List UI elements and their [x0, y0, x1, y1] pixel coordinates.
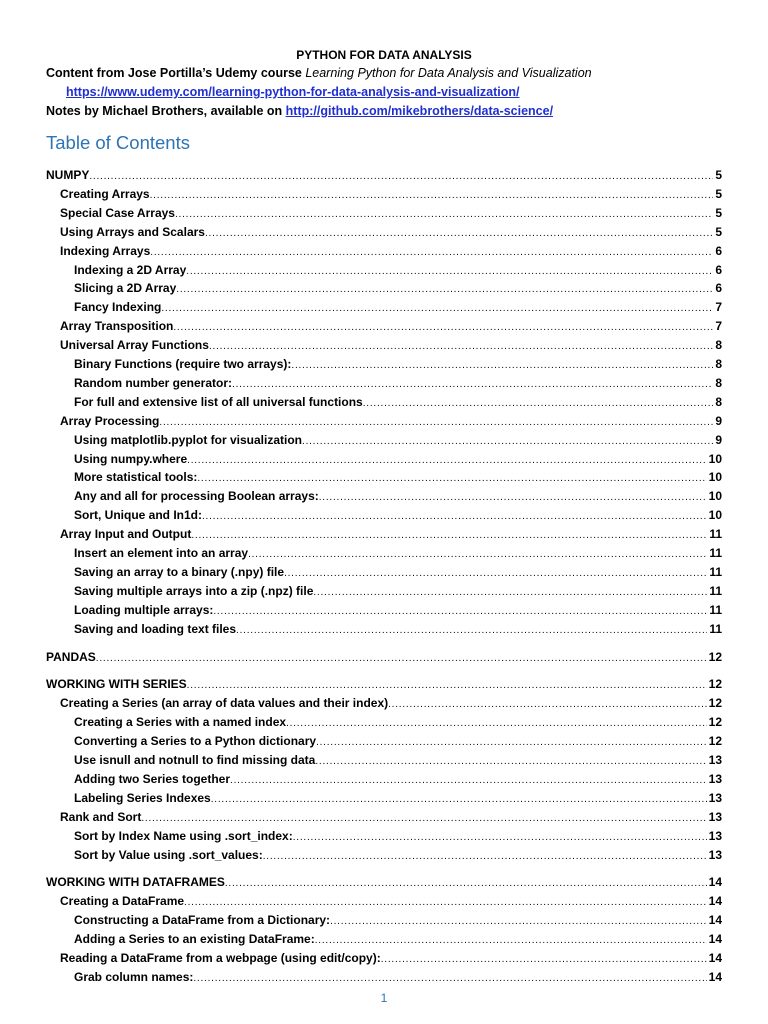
toc-entry[interactable] [74, 846, 722, 865]
toc-dot-leader [96, 648, 707, 667]
toc-entry-page-number: 11 [709, 583, 722, 598]
toc-dot-leader [211, 789, 707, 808]
toc-entry-label: Adding a Series to an existing DataFrame: [74, 932, 315, 947]
toc-entry-label: NUMPY [46, 168, 90, 182]
toc-entry-label: Creating a DataFrame [60, 894, 185, 909]
toc-entry-page-number: 5 [715, 186, 722, 201]
toc-entry-label: For full and extensive list of all universal functions [74, 394, 363, 409]
toc-entry-label: Converting a Series to a Python dictionary [74, 734, 317, 749]
toc-entry-page-number: 6 [715, 281, 722, 296]
toc-entry[interactable] [46, 873, 722, 892]
toc-entry-page-number: 14 [708, 969, 722, 984]
toc-entry-page-number: 5 [715, 224, 722, 239]
toc-entry-label: Binary Functions (require two arrays): [74, 357, 292, 371]
toc-entry-label: Creating a Series (an array of data values and their index) [60, 696, 389, 711]
toc-dot-leader [173, 317, 713, 336]
toc-entry[interactable] [60, 242, 722, 261]
toc-dot-leader [363, 393, 714, 412]
toc-entry[interactable] [60, 204, 722, 223]
toc-entry-page-number: 10 [708, 470, 722, 485]
toc-entry-page-number: 5 [715, 168, 722, 182]
toc-entry[interactable] [60, 892, 722, 911]
toc-entry-label: WORKING WITH SERIES [46, 677, 187, 692]
toc-entry-page-number: 13 [708, 809, 722, 824]
toc-entry-label: Array Transposition [60, 319, 174, 334]
toc-dot-leader [225, 873, 707, 892]
toc-dot-leader [293, 827, 707, 846]
toc-entry[interactable] [60, 694, 722, 713]
toc-dot-leader [248, 544, 707, 563]
toc-entry-page-number: 7 [715, 319, 722, 334]
toc-entry-page-number: 11 [709, 546, 722, 560]
toc-entry-label: Creating Arrays [60, 186, 150, 201]
toc-entry[interactable] [74, 506, 722, 525]
toc-entry-label: Indexing Arrays [60, 243, 151, 258]
toc-dot-leader [209, 336, 713, 355]
content-credit-line [0, 64, 768, 83]
toc-entry-label: Constructing a DataFrame from a Dictionary: [74, 913, 331, 928]
toc-entry[interactable] [46, 648, 722, 667]
toc-dot-leader [141, 808, 706, 827]
toc-dot-leader [315, 930, 707, 949]
toc-entry-page-number: 12 [708, 734, 722, 749]
toc-entry-page-number: 8 [715, 394, 722, 409]
toc-dot-leader [184, 892, 707, 911]
toc-dot-leader [319, 487, 707, 506]
toc-entry-page-number: 12 [708, 696, 722, 711]
toc-entry[interactable] [60, 412, 722, 431]
course-name: Learning Python for Data Analysis and Visualization [305, 66, 592, 80]
toc-dot-leader [187, 675, 707, 694]
document-header [0, 46, 768, 121]
toc-dot-leader [175, 204, 713, 223]
toc-entry[interactable] [74, 911, 722, 930]
toc-entry-page-number: 9 [715, 413, 722, 428]
toc-entry-page-number: 11 [709, 621, 722, 636]
toc-entry-page-number: 13 [708, 753, 722, 767]
toc-dot-leader [388, 694, 707, 713]
toc-entry[interactable] [74, 968, 722, 987]
toc-entry-label: Special Case Arrays [60, 205, 175, 220]
toc-entry-label: Indexing a 2D Array [74, 262, 187, 277]
toc-entry-label: Slicing a 2D Array [74, 281, 177, 296]
toc-dot-leader [186, 261, 713, 280]
toc-entry[interactable] [74, 563, 722, 582]
toc-entry[interactable] [74, 450, 722, 469]
toc-entry[interactable] [74, 468, 722, 487]
toc-entry-label: Fancy Indexing [74, 300, 162, 315]
toc-entry-page-number: 7 [715, 300, 722, 315]
toc-entry-label: Universal Array Functions [60, 338, 209, 353]
toc-entry-label: Saving an array to a binary (.npy) file [74, 564, 285, 579]
toc-dot-leader [286, 713, 707, 732]
toc-entry-page-number: 6 [715, 262, 722, 277]
toc-entry[interactable] [60, 317, 722, 336]
toc-entry[interactable] [74, 487, 722, 506]
toc-heading: Table of Contents [46, 132, 190, 153]
toc-entry-page-number: 12 [708, 715, 722, 730]
toc-entry-page-number: 8 [715, 357, 722, 371]
toc-entry[interactable] [46, 675, 722, 694]
content-credit-prefix: Content from Jose Portilla’s Udemy course [46, 66, 306, 80]
toc-entry-page-number: 12 [708, 649, 722, 664]
toc-entry-label: Use isnull and notnull to find missing data [74, 753, 316, 767]
toc-entry-label: Loading multiple arrays: [74, 602, 214, 617]
document-title: PYTHON FOR DATA ANALYSIS [296, 48, 472, 62]
course-url-link[interactable]: https://www.udemy.com/learning-python-for-data-analysis-and-visualization/ [66, 85, 520, 99]
toc-entry-page-number: 11 [709, 602, 722, 617]
toc-entry[interactable] [74, 751, 722, 770]
toc-entry-label: Labeling Series Indexes [74, 790, 211, 805]
toc-entry-label: Saving and loading text files [74, 621, 237, 636]
toc-entry[interactable] [74, 374, 722, 393]
toc-entry-label: Reading a DataFrame from a webpage (using edit/copy): [60, 951, 381, 965]
toc-entry-label: PANDAS [46, 649, 96, 664]
toc-entry[interactable] [74, 582, 722, 601]
toc-entry-page-number: 13 [708, 790, 722, 805]
toc-dot-leader [236, 620, 707, 639]
toc-dot-leader [150, 185, 714, 204]
toc-entry-label: Using Arrays and Scalars [60, 224, 205, 239]
toc-entry[interactable] [74, 601, 722, 620]
toc-entry-page-number: 8 [715, 375, 722, 390]
toc-entry-page-number: 13 [708, 771, 722, 786]
toc-entry[interactable] [74, 393, 722, 412]
toc-entry-label: Random number generator: [74, 375, 233, 390]
toc-entry-page-number: 10 [708, 451, 722, 466]
toc-entry-page-number: 5 [715, 205, 722, 220]
toc-dot-leader [150, 242, 713, 261]
toc-entry-page-number: 10 [708, 508, 722, 523]
toc-entry[interactable] [74, 279, 722, 298]
notes-url-link[interactable]: http://github.com/mikebrothers/data-science/ [285, 104, 554, 118]
toc-entry[interactable] [74, 930, 722, 949]
toc-entry-label: Sort by Index Name using .sort_index: [74, 828, 293, 843]
notes-credit-line [0, 102, 768, 121]
toc-dot-leader [291, 355, 713, 374]
toc-dot-leader [191, 525, 707, 544]
toc-entry[interactable] [74, 431, 722, 450]
toc-dot-leader [89, 166, 713, 185]
toc-dot-leader [176, 279, 713, 298]
toc-dot-leader [381, 949, 707, 968]
toc-entry-page-number: 14 [708, 913, 722, 928]
toc-entry-label: Using matplotlib.pyplot for visualization [74, 432, 303, 447]
toc-entry-page-number: 13 [708, 847, 722, 862]
toc-dot-leader [230, 770, 707, 789]
toc-entry-label: Any and all for processing Boolean arrays: [74, 489, 319, 504]
toc-entry[interactable] [74, 713, 722, 732]
toc-entry-label: Rank and Sort [60, 809, 142, 824]
toc-entry[interactable] [74, 355, 722, 374]
toc-entry-label: More statistical tools: [74, 470, 198, 485]
toc-entry-label: Sort by Value using .sort_values: [74, 847, 263, 862]
toc-entry-page-number: 14 [708, 875, 722, 890]
toc-entry-page-number: 8 [715, 338, 722, 353]
toc-dot-leader [316, 732, 707, 751]
toc-entry-page-number: 12 [708, 677, 722, 692]
toc-entry-label: Sort, Unique and In1d: [74, 508, 202, 523]
toc-entry[interactable] [74, 620, 722, 639]
toc-entry[interactable] [74, 544, 722, 563]
toc-entry-label: Adding two Series together [74, 771, 231, 786]
toc-dot-leader [193, 968, 706, 987]
toc-entry[interactable] [74, 827, 722, 846]
toc-entry-label: Array Input and Output [60, 527, 192, 542]
toc-entry-page-number: 11 [709, 564, 722, 579]
toc-entry-page-number: 11 [709, 527, 722, 542]
toc-dot-leader [313, 582, 707, 601]
toc-entry[interactable] [74, 298, 722, 317]
toc-entry[interactable] [60, 336, 722, 355]
toc-entry[interactable] [60, 949, 722, 968]
toc-entry-page-number: 6 [715, 243, 722, 258]
toc-dot-leader [302, 431, 713, 450]
toc-entry-label: Saving multiple arrays into a zip (.npz) file [74, 583, 314, 598]
footer-page-number: 1 [380, 991, 388, 1005]
toc-entry[interactable] [74, 789, 722, 808]
toc-dot-leader [205, 223, 713, 242]
toc-entry-label: WORKING WITH DATAFRAMES [46, 875, 225, 890]
toc-entry[interactable] [60, 525, 722, 544]
toc-entry-page-number: 14 [708, 932, 722, 947]
toc-dot-leader [232, 374, 713, 393]
toc-entry-label: Insert an element into an array [74, 546, 249, 560]
toc-entry[interactable] [60, 223, 722, 242]
toc-entry[interactable] [60, 808, 722, 827]
toc-entry-page-number: 14 [708, 951, 722, 965]
toc-dot-leader [315, 751, 706, 770]
toc-entry-label: Grab column names: [74, 969, 194, 984]
toc-dot-leader [161, 298, 713, 317]
toc-dot-leader [202, 506, 707, 525]
toc-dot-leader [213, 601, 707, 620]
toc-entry[interactable] [60, 185, 722, 204]
toc-entry-page-number: 10 [708, 489, 722, 504]
toc-dot-leader [284, 563, 707, 582]
notes-credit-prefix: Notes by Michael Brothers, available on [46, 104, 286, 118]
toc-dot-leader [330, 911, 707, 930]
course-url-line [0, 83, 768, 102]
toc-dot-leader [263, 846, 707, 865]
toc-entry[interactable] [74, 732, 722, 751]
toc-dot-leader [159, 412, 713, 431]
toc-dot-leader [187, 450, 707, 469]
toc-entry[interactable] [46, 166, 722, 185]
toc-entry-page-number: 9 [715, 432, 722, 447]
toc-entry-page-number: 13 [708, 828, 722, 843]
toc-entry-label: Using numpy.where [74, 451, 188, 466]
toc-entry-page-number: 14 [708, 894, 722, 909]
toc-dot-leader [197, 468, 706, 487]
toc-entry[interactable] [74, 261, 722, 280]
toc-entry[interactable] [74, 770, 722, 789]
toc-entry-label: Creating a Series with a named index [74, 715, 287, 730]
toc-entry-label: Array Processing [60, 413, 160, 428]
